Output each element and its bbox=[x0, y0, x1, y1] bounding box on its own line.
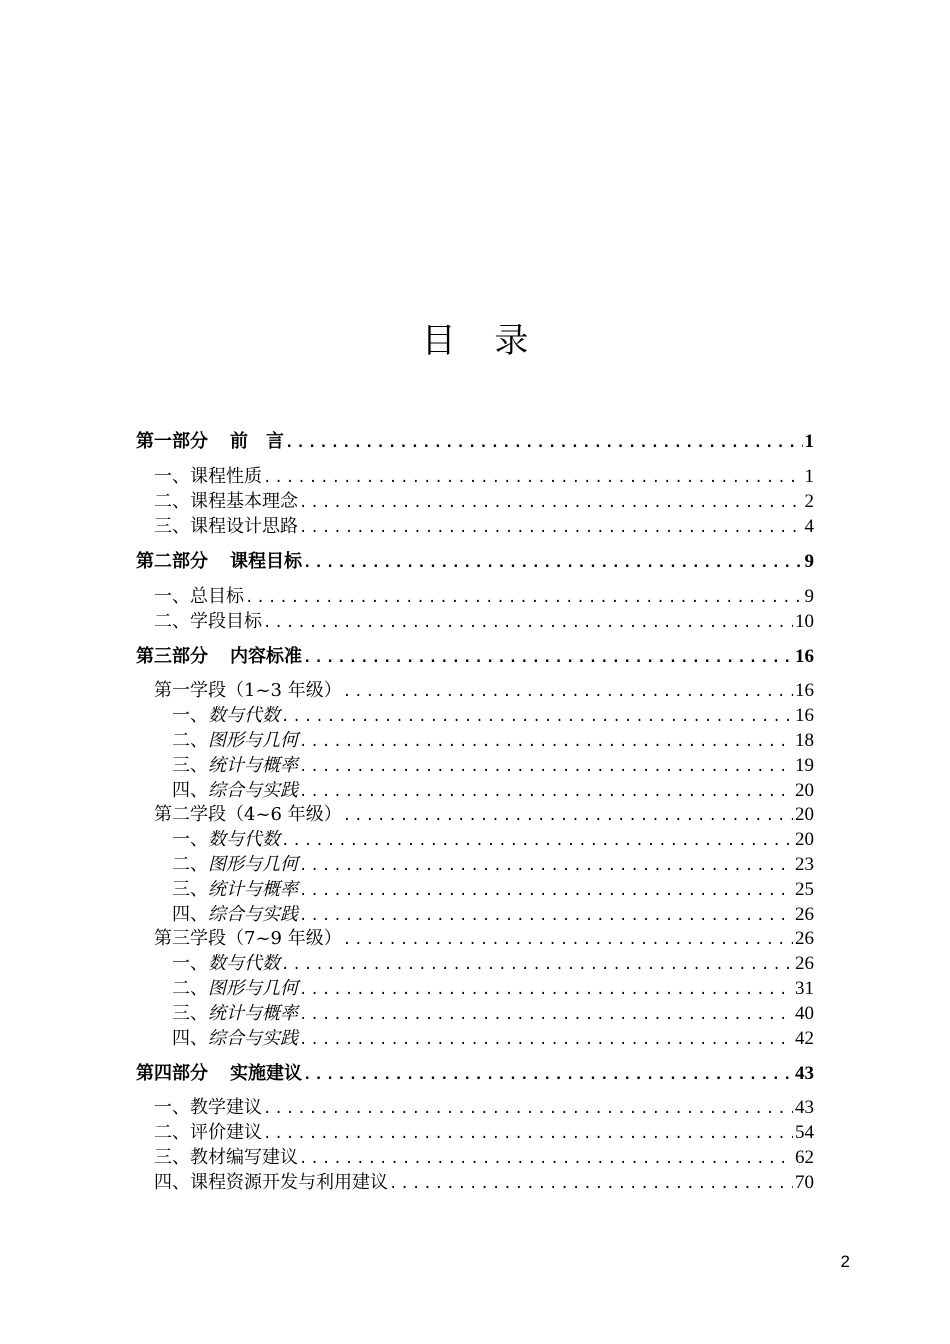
topic-number: 一、 bbox=[172, 829, 208, 850]
part-prefix: 第四部分 bbox=[136, 1063, 208, 1084]
dot-leader bbox=[299, 516, 803, 540]
toc-page-number: 25 bbox=[795, 879, 814, 900]
toc-page-number: 16 bbox=[795, 646, 814, 667]
dot-leader bbox=[299, 1028, 793, 1052]
topic-number: 三、 bbox=[172, 755, 208, 776]
dot-leader bbox=[389, 1172, 793, 1196]
toc-entry-label bbox=[172, 878, 298, 902]
dot-leader bbox=[343, 804, 793, 828]
topic-name: 综合与实践 bbox=[208, 904, 298, 925]
toc-page-number: 1 bbox=[804, 466, 814, 487]
toc-page-number: 26 bbox=[795, 928, 814, 949]
toc-page-number: 43 bbox=[795, 1097, 814, 1118]
toc-entry-part[interactable] bbox=[136, 550, 814, 575]
toc-entry-section[interactable] bbox=[154, 585, 814, 610]
page-title: 目 录 bbox=[421, 321, 543, 361]
toc-entry-label bbox=[172, 1002, 298, 1026]
dot-leader bbox=[299, 904, 793, 928]
toc-entry-label bbox=[172, 952, 280, 976]
dot-leader bbox=[299, 1003, 793, 1027]
topic-name: 统计与概率 bbox=[208, 1003, 298, 1024]
toc-entry-label: 一、总目标 bbox=[154, 586, 244, 607]
topic-name: 综合与实践 bbox=[208, 1028, 298, 1049]
dot-leader bbox=[281, 953, 793, 977]
toc-page-number: 9 bbox=[804, 551, 814, 572]
topic-number: 一、 bbox=[172, 953, 208, 974]
dot-leader bbox=[245, 586, 803, 610]
toc-page-number: 20 bbox=[795, 829, 814, 850]
topic-number: 二、 bbox=[172, 978, 208, 999]
topic-number: 三、 bbox=[172, 879, 208, 900]
dot-leader bbox=[343, 680, 793, 704]
topic-number: 四、 bbox=[172, 1028, 208, 1049]
toc-entry-topic[interactable] bbox=[172, 704, 814, 729]
toc-page-number: 70 bbox=[795, 1172, 814, 1193]
dot-leader bbox=[263, 1122, 793, 1146]
toc-entry-label: 第三学段（7~9 年级） bbox=[154, 928, 342, 949]
toc-entry-label bbox=[172, 779, 298, 803]
toc-entry-label bbox=[136, 550, 302, 574]
toc-entry-label: 三、课程设计思路 bbox=[154, 516, 298, 537]
topic-name: 统计与概率 bbox=[208, 879, 298, 900]
toc-entry-section[interactable] bbox=[154, 1146, 814, 1171]
toc-entry-label bbox=[136, 645, 302, 669]
toc-entry-label bbox=[136, 1062, 302, 1086]
part-name: 实施建议 bbox=[230, 1063, 302, 1084]
toc-page-number: 40 bbox=[795, 1003, 814, 1024]
toc-entry-label: 二、课程基本理念 bbox=[154, 491, 298, 512]
dot-leader bbox=[285, 431, 803, 455]
toc-page-number: 10 bbox=[795, 611, 814, 632]
toc-entry-label bbox=[172, 754, 298, 778]
topic-number: 四、 bbox=[172, 780, 208, 801]
toc-entry-topic[interactable] bbox=[172, 779, 814, 804]
toc-entry-label bbox=[172, 903, 298, 927]
toc-entry-topic[interactable] bbox=[172, 903, 814, 928]
toc-page-number: 54 bbox=[795, 1122, 814, 1143]
topic-name: 数与代数 bbox=[208, 705, 280, 726]
dot-leader bbox=[263, 1097, 793, 1121]
toc-page-number: 16 bbox=[795, 680, 814, 701]
dot-leader bbox=[299, 780, 793, 804]
topic-name: 统计与概率 bbox=[208, 755, 298, 776]
topic-number: 一、 bbox=[172, 705, 208, 726]
dot-leader bbox=[263, 466, 803, 490]
toc-entry-label: 第一学段（1~3 年级） bbox=[154, 680, 342, 701]
dot-leader bbox=[299, 1147, 793, 1171]
part-name: 前 言 bbox=[230, 431, 284, 452]
toc-entry-topic[interactable] bbox=[172, 878, 814, 903]
topic-number: 四、 bbox=[172, 904, 208, 925]
toc-page-number: 26 bbox=[795, 953, 814, 974]
page-number: 2 bbox=[840, 1252, 850, 1271]
toc-entry-label: 第二学段（4~6 年级） bbox=[154, 804, 342, 825]
dot-leader bbox=[303, 1063, 793, 1087]
toc-page-number: 43 bbox=[795, 1063, 814, 1084]
toc-entry-part[interactable] bbox=[136, 645, 814, 670]
toc-entry-section[interactable] bbox=[154, 465, 814, 490]
dot-leader bbox=[281, 705, 793, 729]
toc-entry-section[interactable] bbox=[154, 610, 814, 635]
part-name: 课程目标 bbox=[230, 551, 302, 572]
topic-name: 图形与几何 bbox=[208, 730, 298, 751]
toc-page-number: 4 bbox=[804, 516, 814, 537]
toc-entry-topic[interactable] bbox=[172, 1002, 814, 1027]
toc-page-number: 19 bbox=[795, 755, 814, 776]
toc-entry-label bbox=[172, 977, 298, 1001]
dot-leader bbox=[299, 755, 793, 779]
dot-leader bbox=[303, 646, 793, 670]
toc-page-number: 16 bbox=[795, 705, 814, 726]
toc-entry-label: 四、课程资源开发与利用建议 bbox=[154, 1172, 388, 1193]
topic-name: 图形与几何 bbox=[208, 854, 298, 875]
toc-entry-stage[interactable] bbox=[154, 927, 814, 952]
topic-number: 二、 bbox=[172, 730, 208, 751]
toc-entry-topic[interactable] bbox=[172, 853, 814, 878]
toc-entry-label: 三、教材编写建议 bbox=[154, 1147, 298, 1168]
dot-leader bbox=[299, 854, 793, 878]
dot-leader bbox=[263, 611, 793, 635]
topic-name: 综合与实践 bbox=[208, 780, 298, 801]
toc-page-number: 62 bbox=[795, 1147, 814, 1168]
toc-entry-topic[interactable] bbox=[172, 977, 814, 1002]
part-name: 内容标准 bbox=[230, 646, 302, 667]
topic-name: 图形与几何 bbox=[208, 978, 298, 999]
dot-leader bbox=[281, 829, 793, 853]
toc-entry-topic[interactable] bbox=[172, 754, 814, 779]
toc-entry-label bbox=[172, 853, 298, 877]
toc-entry-section[interactable] bbox=[154, 1096, 814, 1121]
toc-page-number: 42 bbox=[795, 1028, 814, 1049]
dot-leader bbox=[303, 551, 803, 575]
toc-entry-label: 二、学段目标 bbox=[154, 611, 262, 632]
toc-entry-label bbox=[172, 704, 280, 728]
toc-entry-topic[interactable] bbox=[172, 729, 814, 754]
toc-page-number: 9 bbox=[804, 586, 814, 607]
toc-entry-part[interactable] bbox=[136, 1062, 814, 1087]
toc-entry-label bbox=[172, 1027, 298, 1051]
toc-entry-part[interactable] bbox=[136, 430, 814, 455]
dot-leader bbox=[299, 978, 793, 1002]
toc-entry-section[interactable] bbox=[154, 1121, 814, 1146]
dot-leader bbox=[299, 491, 803, 515]
topic-number: 三、 bbox=[172, 1003, 208, 1024]
toc-entry-stage[interactable] bbox=[154, 679, 814, 704]
toc-entry-section[interactable] bbox=[154, 515, 814, 540]
toc-page-number: 20 bbox=[795, 780, 814, 801]
toc-entry-topic[interactable] bbox=[172, 828, 814, 853]
toc-page-number: 31 bbox=[795, 978, 814, 999]
toc-entry-section[interactable] bbox=[154, 490, 814, 515]
part-prefix: 第一部分 bbox=[136, 431, 208, 452]
toc-page-number: 1 bbox=[804, 431, 814, 452]
topic-number: 二、 bbox=[172, 854, 208, 875]
toc-entry-label bbox=[172, 828, 280, 852]
dot-leader bbox=[299, 879, 793, 903]
toc-page-number: 20 bbox=[795, 804, 814, 825]
toc-page-number: 2 bbox=[804, 491, 814, 512]
toc-page-number: 23 bbox=[795, 854, 814, 875]
toc-entry-stage[interactable] bbox=[154, 803, 814, 828]
part-prefix: 第二部分 bbox=[136, 551, 208, 572]
topic-name: 数与代数 bbox=[208, 953, 280, 974]
dot-leader bbox=[343, 928, 793, 952]
toc-entry-topic[interactable] bbox=[172, 1027, 814, 1052]
toc-entry-label: 二、评价建议 bbox=[154, 1122, 262, 1143]
toc-page-number: 26 bbox=[795, 904, 814, 925]
part-prefix: 第三部分 bbox=[136, 646, 208, 667]
toc-entry-topic[interactable] bbox=[172, 952, 814, 977]
toc-entry-label: 一、教学建议 bbox=[154, 1097, 262, 1118]
dot-leader bbox=[299, 730, 793, 754]
topic-name: 数与代数 bbox=[208, 829, 280, 850]
toc-entry-section[interactable] bbox=[154, 1171, 814, 1196]
toc-entry-label: 一、课程性质 bbox=[154, 466, 262, 487]
toc-page-number: 18 bbox=[795, 730, 814, 751]
toc-entry-label bbox=[136, 430, 284, 454]
toc-entry-label bbox=[172, 729, 298, 753]
